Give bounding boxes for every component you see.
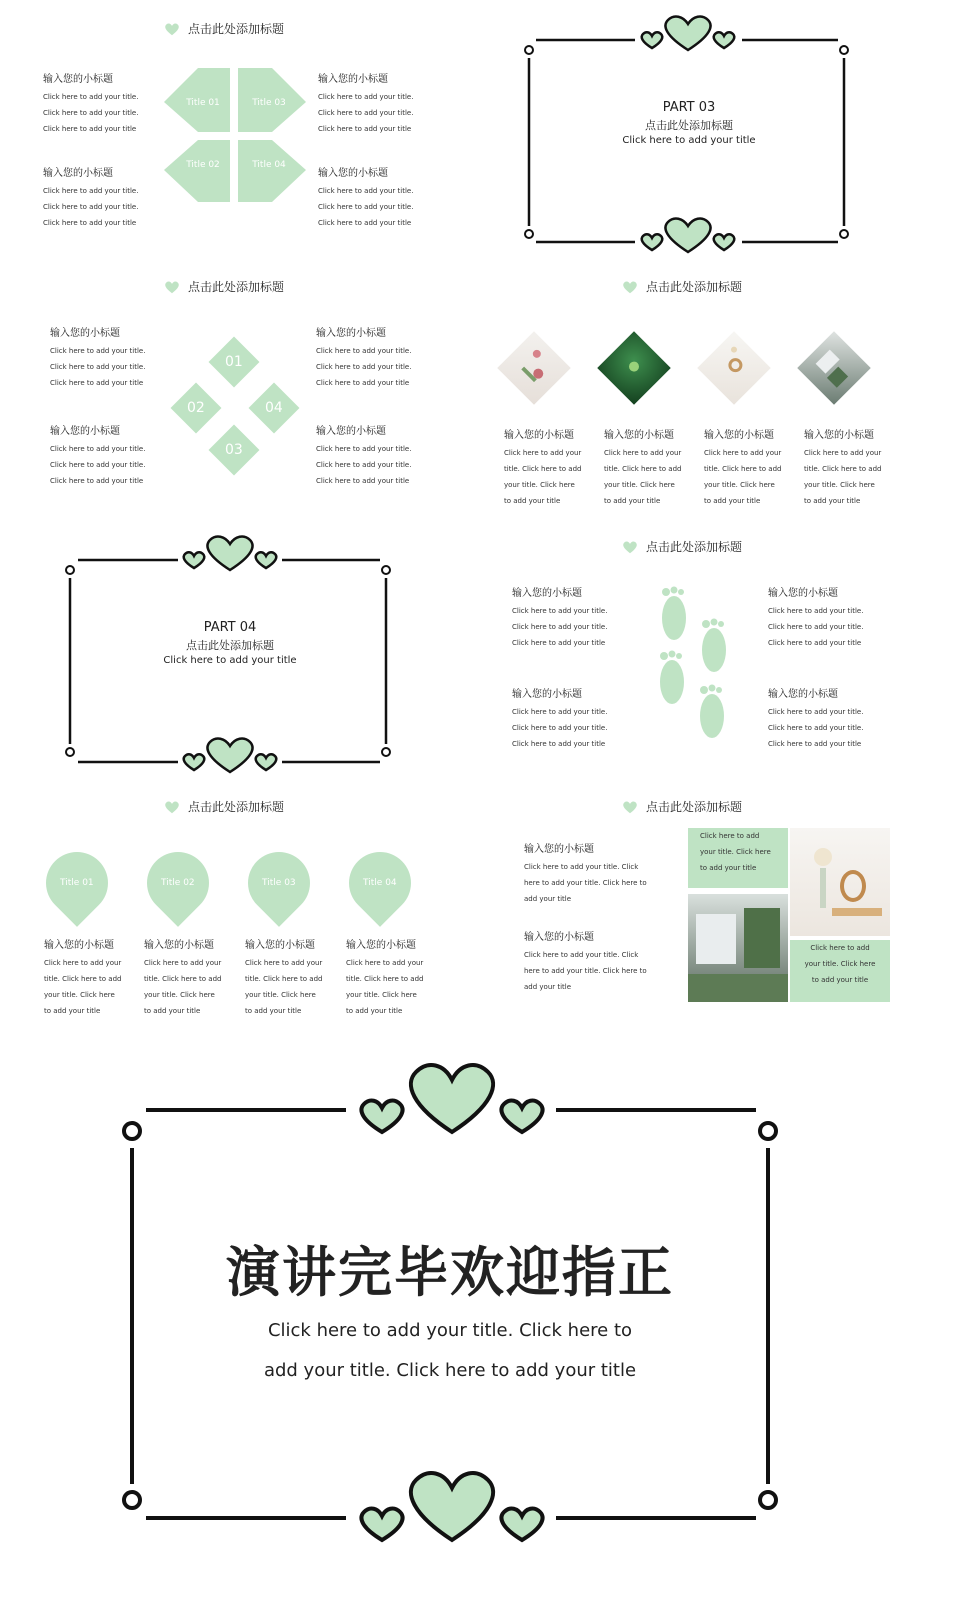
diamond: 04 <box>249 383 300 434</box>
text-block: 输入您的小标题 Click here to add your title. Click here to add your title. Click here to add your title <box>346 940 424 1015</box>
heart-icon <box>164 22 180 36</box>
text-block: 输入您的小标题 Click here to add your title. Click here to add your title. Click here to add your title <box>504 430 582 505</box>
text-block: 输入您的小标题 Click here to add your title. Click here to add your title. Click here to add your title <box>316 426 412 485</box>
slide-diamonds[interactable] <box>28 270 468 505</box>
photo-thumbnail <box>697 331 771 405</box>
text-block: 输入您的小标题 Click here to add your title. Click here to add your title. Click here to add your title <box>316 328 412 387</box>
slide-title: 点击此处添加标题 <box>164 278 284 295</box>
text-block: 输入您的小标题 Click here to add your title. Click here to add your title. Click here to add your title <box>604 430 682 505</box>
part-subtitle: Click here to add your title <box>163 655 297 666</box>
part-label: PART 04 <box>203 620 257 635</box>
text-box: Click here to add your title. Click here to add your title <box>688 828 788 888</box>
text-block: 输入您的小标题 Click here to add your title. Click here to add your title. Click here to add your title <box>43 74 139 133</box>
part-title: 点击此处添加标题 <box>645 119 733 132</box>
text-block: 输入您的小标题 Click here to add your title. Click here to add your title. Click here to add your title <box>44 940 122 1015</box>
photo-thumbnail <box>688 894 788 1002</box>
text-block: 输入您的小标题 Click here to add your title. Click here to add your title. Click here to add your title <box>804 430 882 505</box>
part-title: 点击此处添加标题 <box>186 639 274 652</box>
text-block: 输入您的小标题 Click here to add your title. Click here to add your title. Click here to add your title <box>144 940 222 1015</box>
closing-line-2: add your title. Click here to add your title <box>263 1360 637 1381</box>
footprint-icon <box>650 586 740 746</box>
text-block: 输入您的小标题 Click here to add your title. Click here to add your title. Click here to add your title <box>245 940 323 1015</box>
slide-final[interactable] <box>0 1040 960 1620</box>
text-block: 输入您的小标题 Click here to add your title. Click here to add your title. Click here to add your title <box>768 588 864 647</box>
petal-label: Title 04 <box>252 160 286 170</box>
part-subtitle: Click here to add your title <box>622 135 756 146</box>
closing-line-1: Click here to add your title. Click here to <box>267 1320 633 1341</box>
heart-icon <box>164 800 180 814</box>
slide-photo-grid[interactable] <box>490 790 930 1025</box>
slide-photos[interactable] <box>490 270 930 505</box>
petal-label: Title 02 <box>186 160 220 170</box>
petal-label: Title 01 <box>186 98 220 108</box>
slide-part-03[interactable] <box>490 10 930 245</box>
slide-title: 点击此处添加标题 <box>622 278 742 295</box>
part-block <box>589 100 789 146</box>
text-block: 输入您的小标题 Click here to add your title. Click here to add your title. Click here to add your title <box>50 426 146 485</box>
text-block: 输入您的小标题 Click here to add your title. Click here to add your title. Click here to add your title <box>512 588 608 647</box>
map-pin: Title 04 <box>336 839 424 927</box>
map-pin: Title 03 <box>235 839 323 927</box>
heart-icon <box>622 540 638 554</box>
photo-thumbnail <box>790 828 890 936</box>
diamond: 01 <box>209 337 260 388</box>
text-block: 输入您的小标题 Click here to add your title. Click here to add your title. Click here to add your title <box>43 168 139 227</box>
part-label: PART 03 <box>662 100 716 115</box>
slide-title: 点击此处添加标题 <box>622 798 742 815</box>
heart-icon <box>622 280 638 294</box>
slide-petals[interactable] <box>28 10 468 245</box>
text-block: 输入您的小标题 Click here to add your title. Click here to add your title. Click here to add your title <box>704 430 782 505</box>
heart-icon <box>164 280 180 294</box>
heart-icon <box>622 800 638 814</box>
part-block <box>130 620 330 666</box>
diamond: 02 <box>171 383 222 434</box>
map-pin: Title 01 <box>33 839 121 927</box>
map-pin: Title 02 <box>134 839 222 927</box>
slide-title: 点击此处添加标题 <box>164 20 284 37</box>
text-block: 输入您的小标题 Click here to add your title. Click here to add your title. Click here to add your title <box>318 74 414 133</box>
photo-thumbnail <box>497 331 571 405</box>
slide-part-04[interactable] <box>30 530 470 770</box>
text-box: Click here to add your title. Click here to add your title <box>790 940 890 1002</box>
diamond: 03 <box>209 425 260 476</box>
text-block: 输入您的小标题 Click here to add your title. Click here to add your title. Click here to add your title <box>768 689 864 748</box>
closing-title: 演讲完毕欢迎指正 <box>226 1241 674 1304</box>
photo-thumbnail <box>597 331 671 405</box>
text-block: 输入您的小标题 Click here to add your title. Click here to add your title. Click here to add your title <box>512 689 608 748</box>
text-block: 输入您的小标题 Click here to add your title. Click here to add your title. Click here to add your title <box>318 168 414 227</box>
text-block: 输入您的小标题 Click here to add your title. Click here to add your title. Click here to add your title <box>524 844 647 903</box>
text-block: 输入您的小标题 Click here to add your title. Click here to add your title. Click here to add your title <box>50 328 146 387</box>
petal-group <box>164 68 308 204</box>
petal-label: Title 03 <box>252 98 286 108</box>
slide-title: 点击此处添加标题 <box>622 538 742 555</box>
slide-title: 点击此处添加标题 <box>164 798 284 815</box>
photo-thumbnail <box>797 331 871 405</box>
slide-pins[interactable] <box>28 790 468 1025</box>
slide-footprints[interactable] <box>490 530 930 765</box>
text-block: 输入您的小标题 Click here to add your title. Click here to add your title. Click here to add your title <box>524 932 647 991</box>
